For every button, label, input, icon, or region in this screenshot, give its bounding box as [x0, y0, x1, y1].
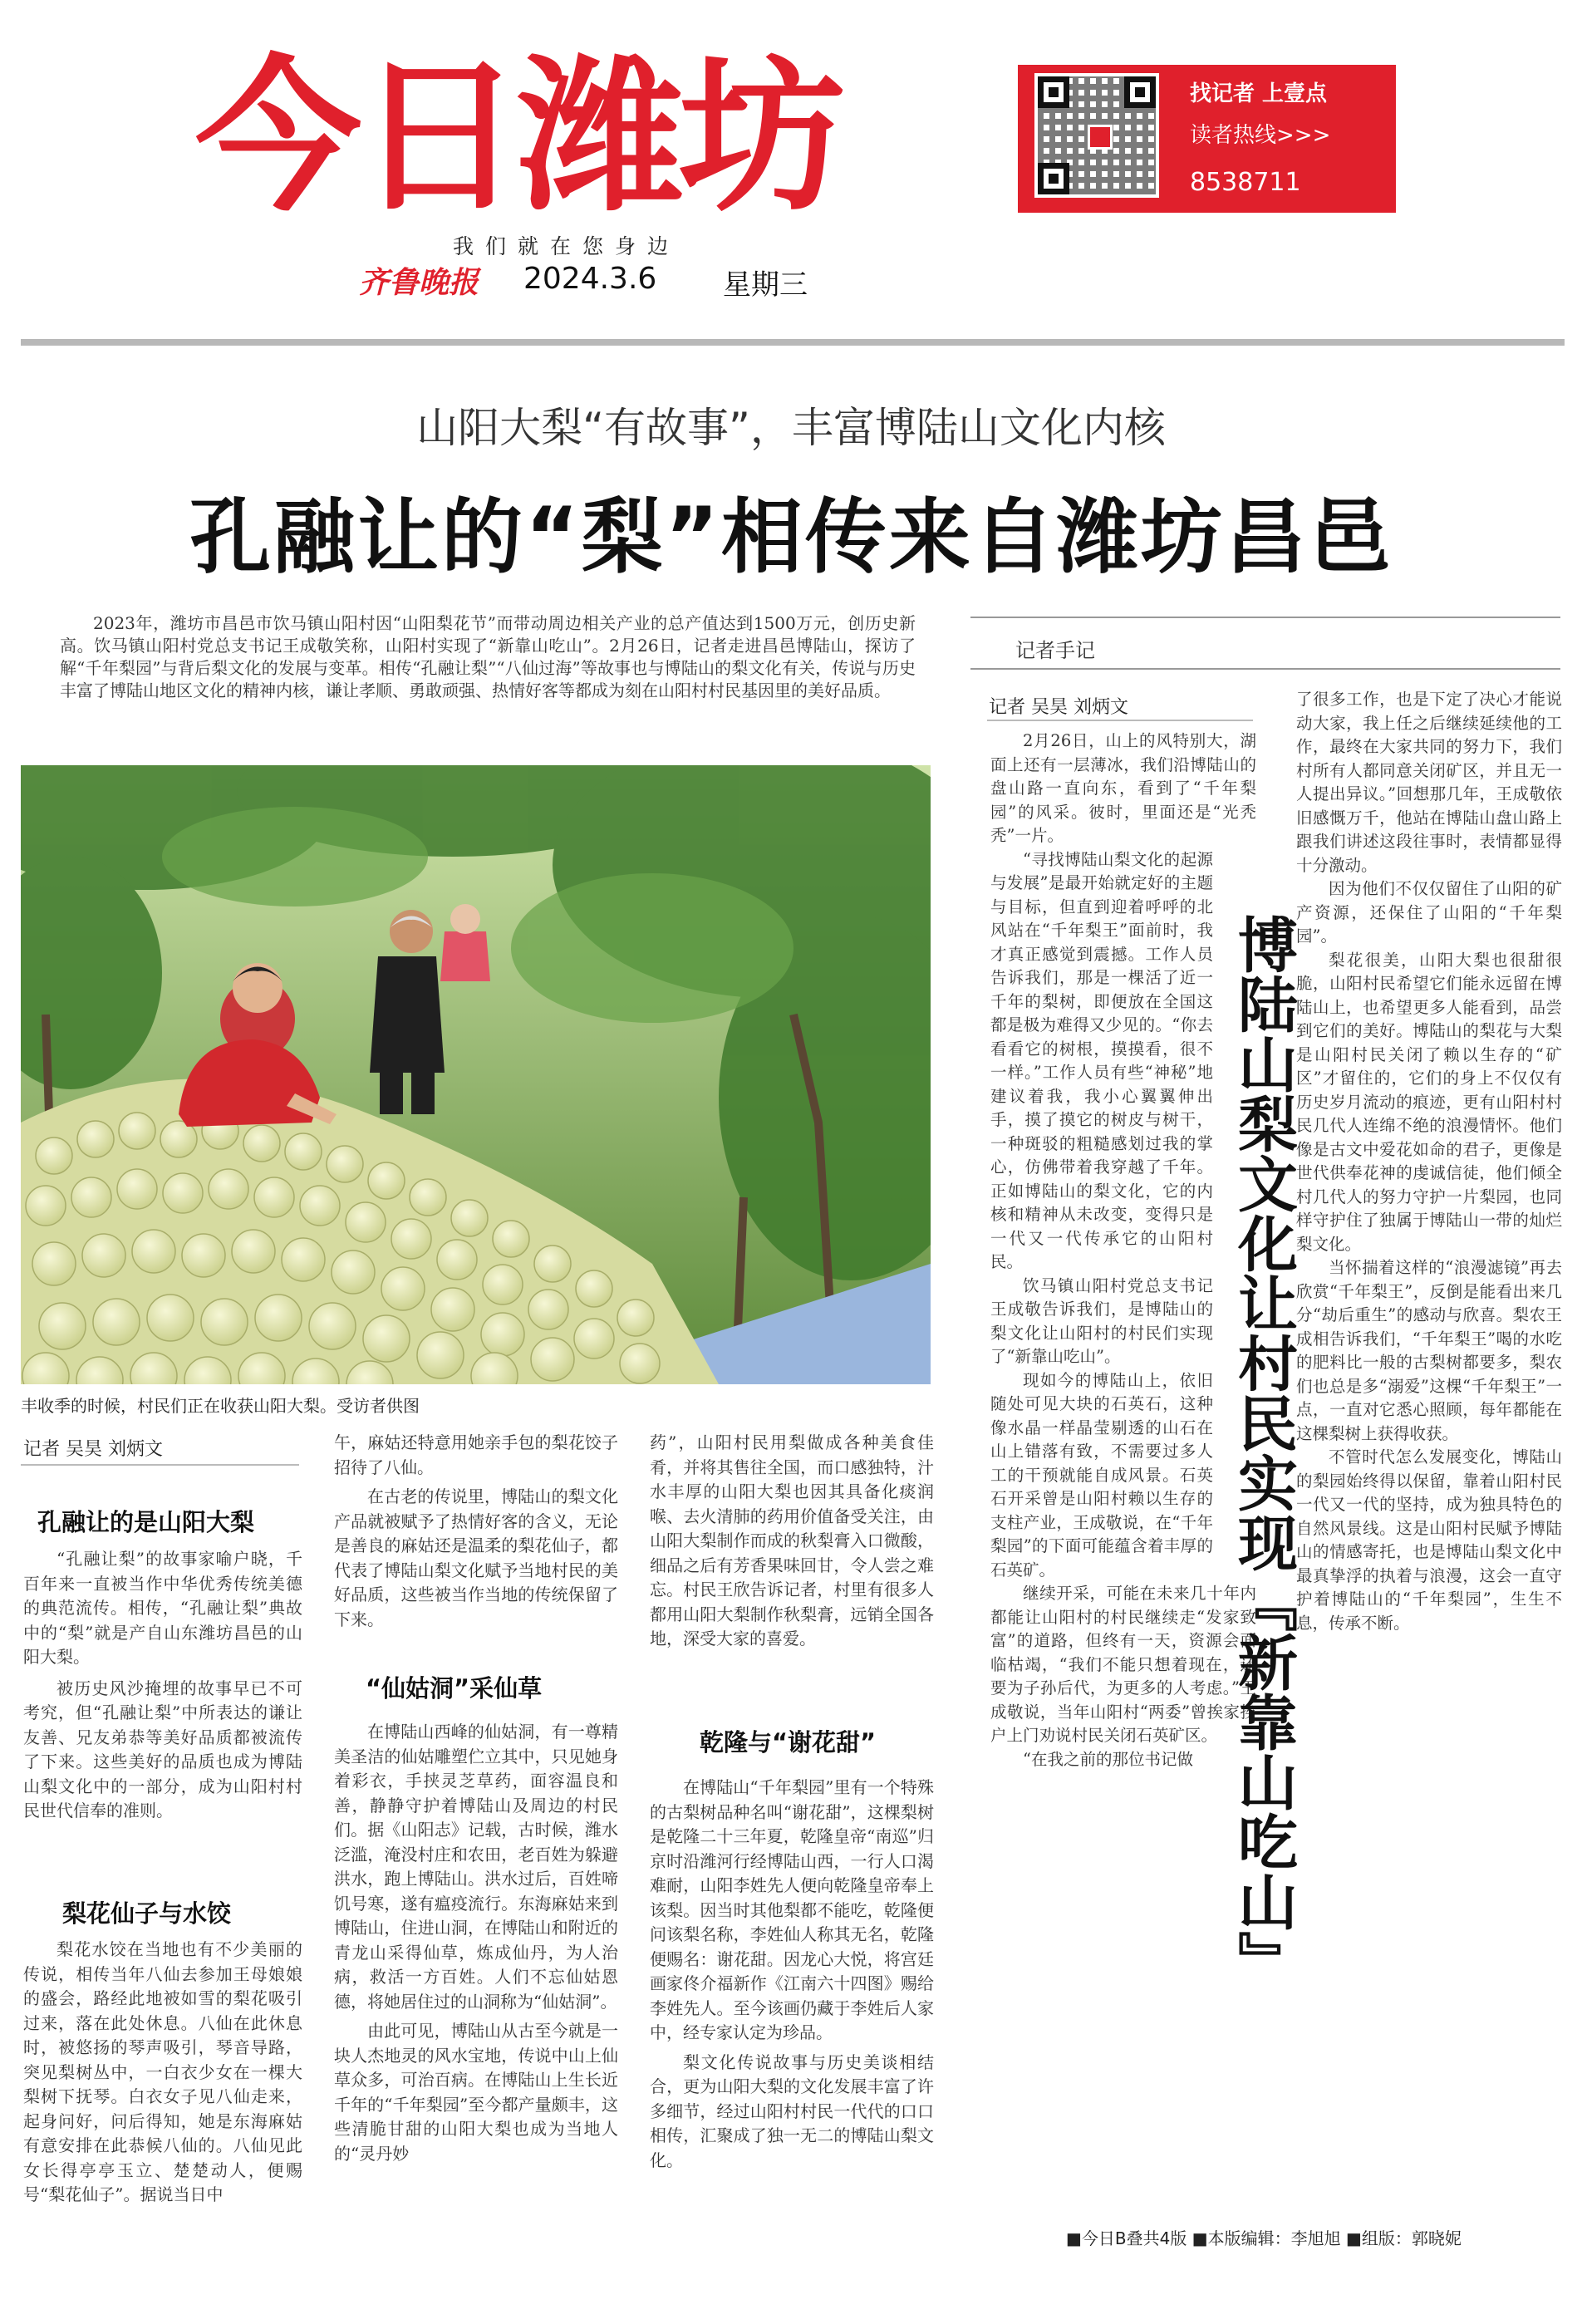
column-1-part-1: [23, 1547, 302, 1824]
section-title-pear-fairy: 梨花仙子与水饺: [62, 1899, 232, 1928]
newspaper-brand: 齐鲁晚报: [359, 265, 479, 300]
col2-paragraph-3: 在博陆山西峰的仙姑洞，有一尊精美圣洁的仙姑雕塑伫立其中，只见她身着彩衣，手挟灵芝草药，面容温良和善，静静守护着博陆山及周边的村民们。据《山阳志》记载，古时候，潍水泛滥，淹没村庄和农田，老百姓为躲避洪水，跑上博陆山。洪水过后，百姓啼饥号寒，遂有瘟疫流行。东海麻姑来到博陆山，住进山洞，在博陆山和附近的青龙山采得仙草，炼成仙丹，为人治病，救活一方百姓。人们不忘仙姑恩德，将她居住过的山洞称为“仙姑洞”。: [334, 1722, 618, 2012]
col1-sec2-paragraph-1: 梨花水饺在当地也有不少美丽的传说，相传当年八仙去参加王母娘娘的盛会，路经此地被如雪的梨花吸引过来，落在此处休息。八仙在此休息时，被悠扬的琴声吸引，琴音导路，突见梨树丛中，一白衣少女在一棵大梨树下抚琴。白衣女子见八仙走来，起身问好，问后得知，她是东海麻姑有意安排在此恭候八仙的。八仙见此女长得亭亭玉立、楚楚动人，便赐号“梨花仙子”。据说当日中: [23, 1939, 302, 2204]
col3-paragraph-2: 在博陆山“千年梨园”里有一个特殊的古梨树品种名叫“谢花甜”，这棵梨树是乾隆二十三年夏，乾隆皇帝“南巡”归京时沿潍河行经博陆山西，一行人口渴难耐，山阳李姓先人便向乾隆皇帝奉上该梨。因当时其他梨都不能吃，乾隆便问该梨名称，李姓仙人称其无名，乾隆便赐名：谢花甜。因龙心大悦，将宫廷画家佟介福新作《江南六十四图》赐给李姓先人。至今该画仍藏于李姓后人家中，经专家认定为珍品。: [650, 1777, 934, 2042]
notes-vertical-headline: 博陆山梨文化让村民实现『新靠山吃山』: [1228, 914, 1298, 1991]
article-subheadline: 山阳大梨“有故事”，丰富博陆山文化内核: [416, 404, 1166, 452]
harvest-photo: [21, 765, 931, 1384]
notes-byline-rule: [987, 720, 1253, 721]
issue-date: 2024.3.6: [523, 262, 657, 296]
qr-caption-find-reporter: 找记者 上壹点: [1190, 81, 1328, 106]
qr-caption-hotline-number: 8538711: [1190, 168, 1301, 197]
notes-top-rule: [970, 617, 1560, 618]
col2-paragraph-4: 由此可见，博陆山从古至今就是一块人杰地灵的风水宝地，传说中山上仙草众多，可治百病。在博陆山上生长近千年的“千年梨园”至今都产量颇丰，这些清脆甘甜的山阳大梨也成为当地人的“灵丹妙: [334, 2021, 618, 2164]
section-title-kongrong-pear: 孔融让的是山阳大梨: [37, 1508, 255, 1536]
notes-c2-paragraph-5: 不管时代怎么发展变化，博陆山的梨园始终得以保留，靠着山阳村民一代又一代的坚持，成为独具特色的自然风景线。这是山阳村民赋予博陆山的情感寄托，也是博陆山梨文化中最真挚浮的执着与浪漫，这会一直守护着博陆山的“千年梨园”，生生不息，传承不断。: [1296, 1447, 1562, 1633]
col3-paragraph-3: 梨文化传说故事与历史美谈相结合，更为山阳大梨的文化发展丰富了许多细节，经过山阳村村民一代代的口口相传，汇聚成了独一无二的博陆山梨文化。: [650, 2051, 934, 2170]
col3-paragraph-1: 药”，山阳村民用梨做成各种美食佳肴，并将其售往全国，而口感独特，汁水丰厚的山阳大梨也因其具备化痰润喉、去火清肺的药用价值备受关注，由山阳大梨制作而成的秋梨膏入口微酸，细品之后有芳香果味回甘，令人尝之难忘。村民王欣告诉记者，村里有很多人都用山阳大梨制作秋梨膏，远销全国各地，深受大家的喜爱。: [650, 1432, 934, 1648]
col2-paragraph-2: 在古老的传说里，博陆山的梨文化产品就被赋予了热情好客的含义，无论是善良的麻姑还是温柔的梨花仙子，都代表了博陆山梨文化赋予当地村民的美好品质，这些被当作当地的传统保留了下来。: [334, 1486, 618, 1629]
article-byline: 记者 吴昊 刘炳文: [23, 1439, 163, 1460]
page-footer-credits: ■今日B叠共4版 ■本版编辑：李旭旭 ■组版：郭晓妮: [1066, 2228, 1462, 2248]
qr-caption-hotline-label: 读者热线>>>: [1190, 123, 1331, 148]
notes-c2-paragraph-4: 当怀揣着这样的“浪漫滤镜”再去欣赏“千年梨王”，反倒是能看出来几分“劫后重生”的感动与欣喜。梨农王成相告诉我们，“千年梨王”喝的水吃的肥料比一般的古梨树都要多，梨农们也总是多“溺爱”这棵“千年梨王”一点，一直对它悉心照顾，每年都能在这棵梨树上获得收获。: [1296, 1258, 1562, 1443]
column-1-part-2: [23, 1938, 302, 2208]
article-headline: 孔融让的“梨”相传来自潍坊昌邑: [189, 490, 1393, 585]
column-3-part-1: [650, 1431, 934, 1652]
lead-paragraph: 2023年，潍坊市昌邑市饮马镇山阳村因“山阳梨花节”而带动周边相关产业的总产值达到1500万元，创历史新高。饮马镇山阳村党总支书记王成敬笑称，山阳村实现了“新靠山吃山”。2月26日，记者走进昌邑博陆山，探访了解“千年梨园”与背后梨文化的发展与变革。相传“孔融让梨”“八仙过海”等故事也与博陆山的梨文化有关，传说与历史丰富了博陆山地区文化的精神内核，谦让孝顺、勇敢顽强、热情好客等都成为刻在山阳村村民基因里的美好品质。: [60, 613, 916, 700]
byline-rule: [21, 1464, 299, 1466]
notes-column-2: [1296, 688, 1562, 1635]
column-2-part-1: [334, 1431, 618, 1632]
section-title-fairy-cave: “仙姑洞”采仙草: [366, 1674, 543, 1702]
section-title-qianlong: 乾隆与“谢花甜”: [700, 1728, 877, 1757]
col1-sec1-paragraph-2: 被历史风沙掩埋的故事早已不可考究，但“孔融让梨”中所表达的谦让友善、兄友弟恭等美好品质都被流传了下来。这些美好的品质也成为博陆山梨文化中的一部分，成为山阳村村民世代信奉的准则。: [23, 1678, 302, 1820]
notes-section-tag: 记者手记: [1015, 639, 1095, 662]
notes-c1-paragraph-2: “寻找博陆山梨文化的起源与发展”是最开始就定好的主题与目标，但直到迎着呼呼的北风站在“千年梨王”面前时，我才真正感觉到震撼。工作人员告诉我们，那是一棵活了近一千年的梨树，即便放在全国这都是极为难得又少见的。“你去看看它的树根，摸摸看，很不一样。”工作人员有些“神秘”地建议着我，我小心翼翼伸出手，摸了摸它的树皮与树干，一种斑驳的粗糙感划过我的掌心，仿佛带着我穿越了千年。正如博陆山的梨文化，它的内核和精神从未改变，变得只是一代又一代传承它的山阳村民。: [990, 849, 1213, 1271]
masthead-slogan: 我们就在您身边: [453, 234, 680, 258]
notes-c1-paragraph-4: 现如今的博陆山上，依旧随处可见大块的石英石，这种像水晶一样晶莹剔透的山石在山上错落有致，不需要过多人工的干预就能自成风景。石英石开采曾是山阳村赖以生存的支柱产业，王成敬说，在“千年梨园”的下面可能蕴含着丰厚的石英矿。: [990, 1370, 1213, 1580]
photo-caption: 丰收季的时候，村民们正在收获山阳大梨。受访者供图: [21, 1396, 420, 1416]
issue-weekday: 星期三: [723, 268, 808, 302]
notes-byline: 记者 吴昊 刘炳文: [989, 697, 1128, 718]
notes-c1-paragraph-5: 继续开采，可能在未来几十年内都能让山阳村的村民继续走“发家致富”的道路，但终有一天，资源会面临枯竭，“我们不能只想着现在，还要为子孙后代，为更多的人考虑。”王成敬说，当年山阳村“两委”曾挨家挨户上门劝说村民关闭石英矿区。: [990, 1584, 1256, 1745]
masthead-divider: [21, 339, 1565, 346]
notes-c1-paragraph-6: “在我之前的那位书记做: [1023, 1749, 1193, 1769]
notes-column-1: [990, 730, 1256, 1771]
article-lead: [60, 612, 916, 702]
notes-c2-paragraph-1: 了很多工作，也是下定了决心才能说动大家，我上任之后继续延续他的工作，最终在大家共同的努力下，我们村所有人都同意关闭矿区，并且无一人提出异议。”回想那几年，王成敬依旧感慨万千，他站在博陆山盘山路上跟我们讲述这段往事时，表情都显得十分激动。: [1296, 690, 1562, 875]
col2-paragraph-1: 午，麻姑还特意用她亲手包的梨花饺子招待了八仙。: [334, 1432, 618, 1477]
notes-c2-paragraph-3: 梨花很美，山阳大梨也很甜很脆，山阳村民希望它们能永远留在博陆山上，也希望更多人能看到，品尝到它们的美好。博陆山的梨花与大梨是山阳村民关闭了赖以生存的“矿区”才留住的，它们的身上不仅仅有历史岁月流动的痕迹，更有山阳村村民几代人连绵不绝的浪漫情怀。他们像是古文中爱花如命的君子，更像是世代供奉花神的虔诚信徒，他们倾全村几代人的努力守护一片梨园，也同样守护住了独属于博陆山一带的灿烂梨文化。: [1296, 950, 1562, 1254]
masthead-title: 今日潍坊: [195, 41, 841, 234]
notes-c2-paragraph-2: 因为他们不仅仅留住了山阳的矿产资源，还保住了山阳的“千年梨园”。: [1296, 879, 1562, 946]
harvest-photo-illustration: [21, 765, 931, 1384]
qr-code-icon[interactable]: [1034, 73, 1159, 198]
column-2-part-2: [334, 1720, 618, 2166]
notes-c1-paragraph-1: 2月26日，山上的风特别大，湖面上还有一层薄冰，我们沿博陆山的盘山路一直向东，看到了“千年梨园”的风采。彼时，里面还是“光秃秃”一片。: [990, 731, 1256, 845]
notes-tag-rule: [970, 668, 1560, 670]
col1-sec1-paragraph-1: “孔融让梨”的故事家喻户晓，千百年来一直被当作中华优秀传统美德的典范流传。相传，“孔融让梨”典故中的“梨”就是产自山东潍坊昌邑的山阳大梨。: [23, 1549, 302, 1667]
column-3-part-2: [650, 1776, 934, 2173]
notes-c1-paragraph-3: 饮马镇山阳村党总支书记王成敬告诉我们，是博陆山的梨文化让山阳村的村民们实现了“新靠山吃山”。: [990, 1275, 1213, 1366]
